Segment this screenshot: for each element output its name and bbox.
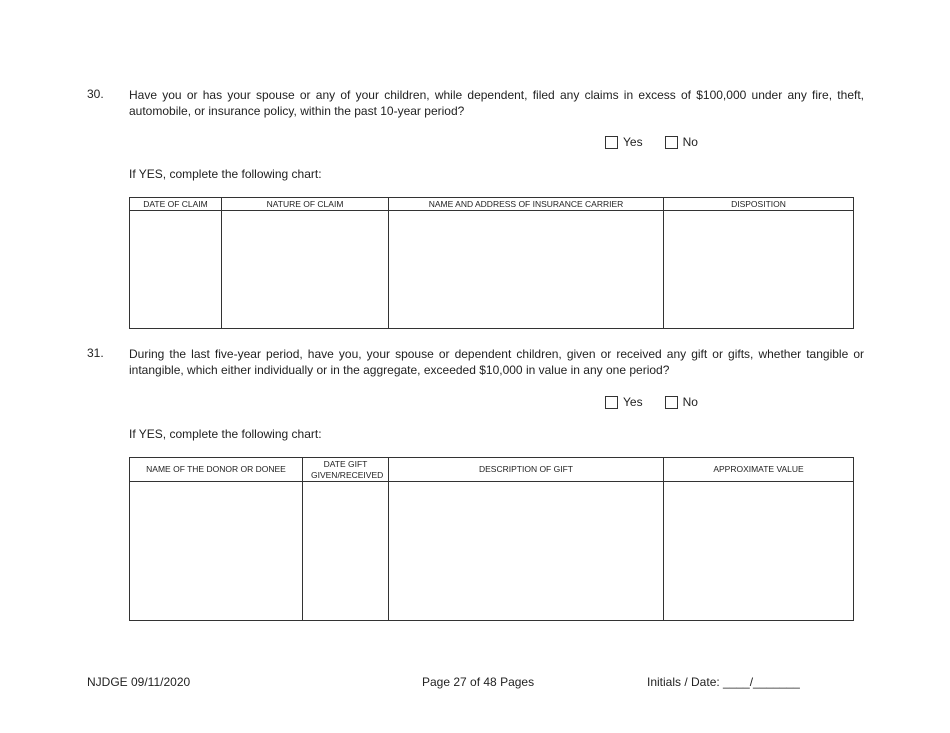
column-header: DISPOSITION	[664, 198, 854, 211]
insurance-carrier-cell[interactable]	[389, 211, 664, 329]
question-31-yes-no	[605, 395, 720, 409]
question-30-no-checkbox[interactable]	[665, 136, 678, 149]
question-31-yes-label: Yes	[623, 395, 643, 409]
disposition-cell[interactable]	[664, 211, 854, 329]
question-31-no-label: No	[682, 395, 698, 409]
question-30-yes-label: Yes	[623, 135, 643, 149]
column-header: NAME AND ADDRESS OF INSURANCE CARRIER	[389, 198, 664, 211]
initials-date: Initials / Date: ____/_______	[647, 675, 800, 689]
column-header: DATE OF CLAIM	[130, 198, 222, 211]
question-30-number: 30.	[87, 87, 104, 101]
question-30-text: Have you or has your spouse or any of your children, while dependent, filed any claims in excess of $100,000 under any fire, theft, automobile, or insurance policy, within the past 10-year period?	[129, 88, 864, 118]
question-30-if-yes: If YES, complete the following chart:	[129, 167, 322, 181]
gifts-chart-header	[130, 458, 854, 482]
column-header: NAME OF THE DONOR OR DONEE	[130, 458, 303, 482]
question-30-no-label: No	[682, 135, 698, 149]
approximate-value-cell[interactable]	[664, 482, 854, 621]
question-31-no-checkbox[interactable]	[665, 396, 678, 409]
donor-donee-cell[interactable]	[130, 482, 303, 621]
column-header: NATURE OF CLAIM	[222, 198, 389, 211]
date-gift-cell[interactable]	[303, 482, 389, 621]
date-of-claim-cell[interactable]	[130, 211, 222, 329]
question-31-yes-checkbox[interactable]	[605, 396, 618, 409]
question-31-yes-option[interactable]	[605, 395, 643, 409]
question-31-if-yes: If YES, complete the following chart:	[129, 427, 322, 441]
claims-chart	[129, 197, 854, 329]
column-header: APPROXIMATE VALUE	[664, 458, 854, 482]
gifts-chart-entry-row	[130, 482, 854, 621]
question-30-no-option[interactable]	[665, 135, 698, 149]
form-id: NJDGE 09/11/2020	[87, 675, 191, 689]
question-30-yes-no	[605, 135, 720, 149]
question-31-no-option[interactable]	[665, 395, 698, 409]
column-header: DESCRIPTION OF GIFT	[389, 458, 664, 482]
question-31-text: During the last five-year period, have you, your spouse or dependent children, given or received any gift or gifts, whether tangible or intangible, which either individually or in the aggregate, exceeded $10,000 in value in any one period?	[129, 347, 864, 377]
question-30-yes-checkbox[interactable]	[605, 136, 618, 149]
nature-of-claim-cell[interactable]	[222, 211, 389, 329]
gifts-chart	[129, 457, 854, 621]
question-30-yes-option[interactable]	[605, 135, 643, 149]
page-number: Page 27 of 48 Pages	[422, 675, 535, 689]
question-31-number: 31.	[87, 346, 104, 360]
column-header: DATE GIFT GIVEN/RECEIVED	[303, 458, 389, 482]
claims-chart-entry-row	[130, 211, 854, 329]
claims-chart-header	[130, 198, 854, 211]
gift-description-cell[interactable]	[389, 482, 664, 621]
